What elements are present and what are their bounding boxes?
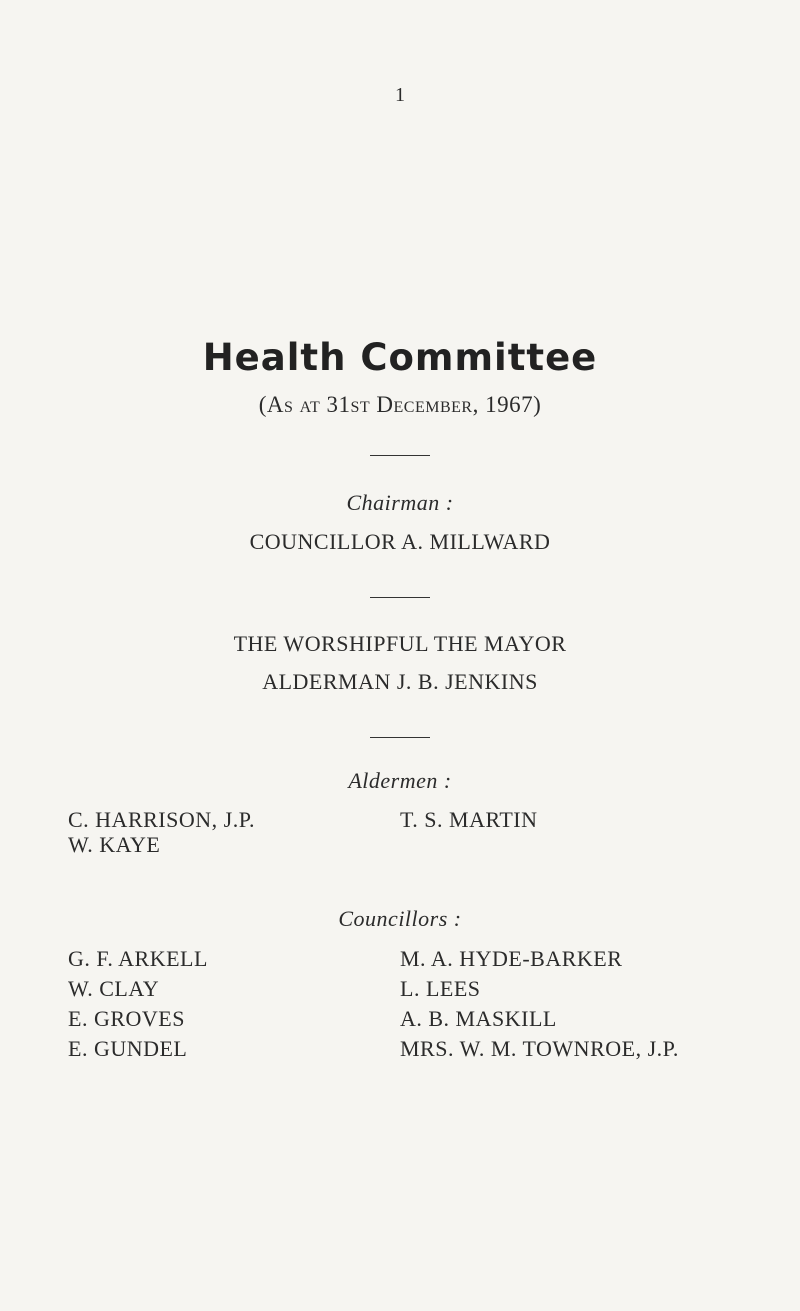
alderman-name: W. KAYE [68,832,161,857]
document-title: Health Committee [202,336,598,379]
councillors-heading: Councillors : [338,906,462,931]
councillor-name: MRS. W. M. TOWNROE, J.P. [400,1036,679,1061]
document-subtitle: (As at 31st December, 1967) [258,392,542,417]
divider-rule [370,737,430,738]
divider-rule [370,455,430,456]
councillor-name: W. CLAY [68,976,160,1001]
councillor-name: E. GUNDEL [68,1036,188,1061]
councillor-name: M. A. HYDE-BARKER [400,946,623,971]
chairman-heading: Chairman : [346,490,454,515]
councillor-name: A. B. MASKILL [400,1006,557,1031]
mayor-title: THE WORSHIPFUL THE MAYOR [233,631,567,656]
page-number: 1 [395,84,405,106]
councillor-name: L. LEES [400,976,481,1001]
aldermen-heading: Aldermen : [348,768,452,793]
alderman-name: C. HARRISON, J.P. [68,807,255,832]
councillor-name: E. GROVES [68,1006,185,1031]
divider-rule [370,597,430,598]
mayor-name: ALDERMAN J. B. JENKINS [262,669,538,694]
alderman-name: T. S. MARTIN [400,807,538,832]
councillor-name: G. F. ARKELL [68,946,208,971]
chairman-name: COUNCILLOR A. MILLWARD [249,529,551,554]
